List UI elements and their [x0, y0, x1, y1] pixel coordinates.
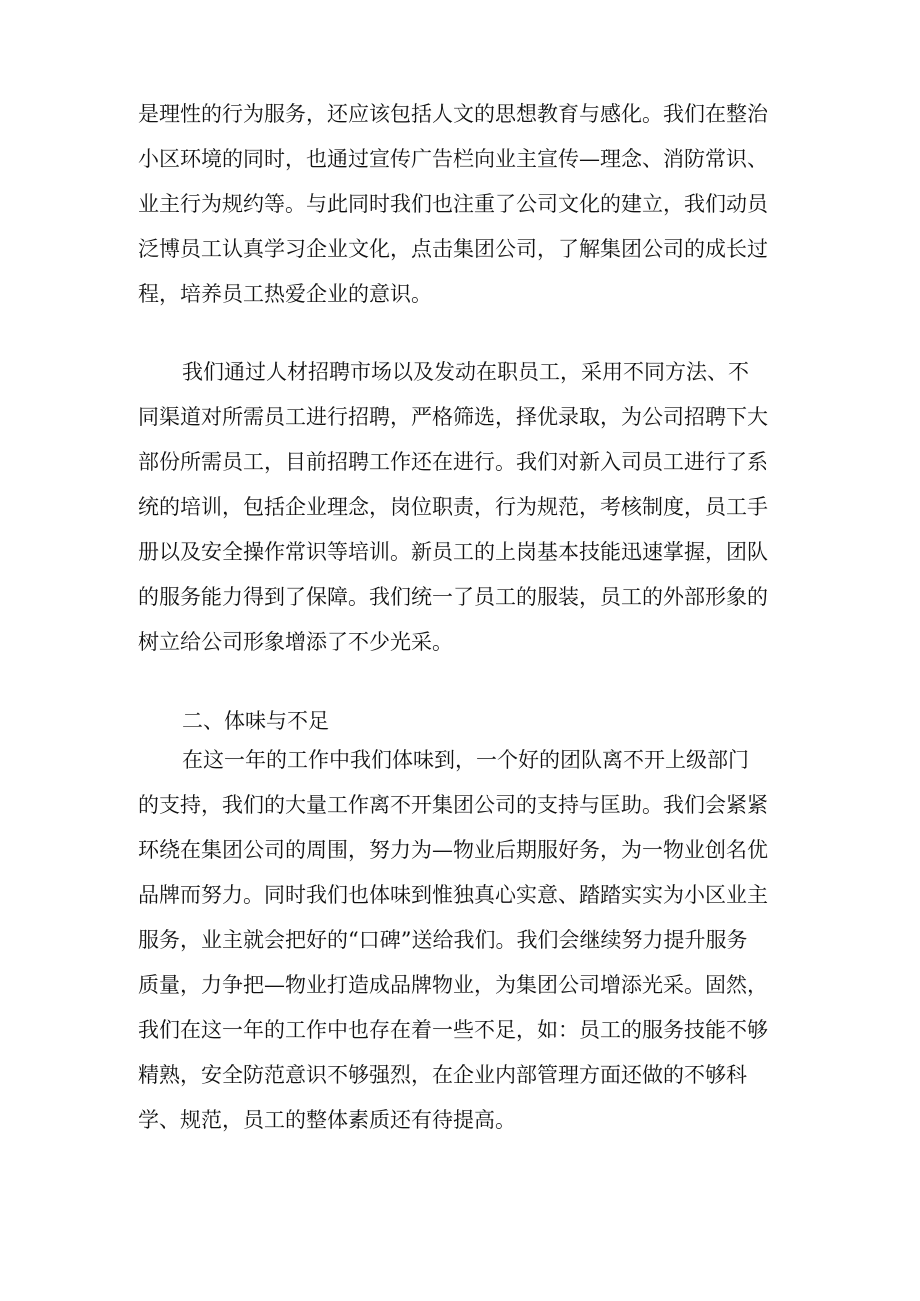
- paragraph-line: 统的培训，包括企业理念，岗位职责，行为规范，考核制度，员工手: [138, 495, 768, 519]
- paragraph-1: [138, 92, 788, 317]
- paragraph-line: 树立给公司形象增添了不少光采。: [138, 630, 453, 654]
- paragraph-line: 环绕在集团公司的周围，努力为—物业后期服好务，为一物业创名优: [138, 838, 768, 862]
- paragraph-line: 质量，力争把—物业打造成品牌物业，为集团公司增添光采。固然，: [138, 973, 768, 997]
- paragraph-2: [138, 350, 788, 665]
- paragraph-line: 我们通过人材招聘市场以及发动在职员工，采用不同方法、不: [182, 360, 749, 384]
- paragraph-line: 的服务能力得到了保障。我们统一了员工的服装，员工的外部形象的: [138, 585, 768, 609]
- paragraph-line: 泛博员工认真学习企业文化，点击集团公司，了解集团公司的成长过: [138, 237, 768, 261]
- paragraph-line: 部份所需员工，目前招聘工作还在进行。我们对新入司员工进行了系: [138, 450, 768, 474]
- paragraph-line: 我们在这一年的工作中也存在着一些不足，如：员工的服务技能不够: [138, 1018, 768, 1042]
- paragraph-line: 学、规范，员工的整体素质还有待提高。: [138, 1108, 516, 1132]
- paragraph-line: 的支持，我们的大量工作离不开集团公司的支持与匡助。我们会紧紧: [138, 793, 768, 817]
- paragraph-line: 是理性的行为服务，还应该包括人文的思想教育与感化。我们在整治: [138, 102, 768, 126]
- paragraph-line: 同渠道对所需员工进行招聘，严格筛选，择优录取，为公司招聘下大: [138, 405, 768, 429]
- paragraph-line: 精熟，安全防范意识不够强烈，在企业内部管理方面还做的不够科: [138, 1063, 747, 1087]
- paragraph-line: 品牌而努力。同时我们也体味到惟独真心实意、踏踏实实为小区业主: [138, 883, 768, 907]
- paragraph-line: 在这一年的工作中我们体味到，一个好的团队离不开上级部门: [182, 748, 749, 772]
- heading-text: 二、体味与不足: [182, 709, 329, 733]
- paragraph-line: 业主行为规约等。与此同时我们也注重了公司文化的建立，我们动员: [138, 192, 768, 216]
- paragraph-line: 程，培养员工热爱企业的意识。: [138, 282, 432, 306]
- paragraph-line: 册以及安全操作常识等培训。新员工的上岗基本技能迅速掌握，团队: [138, 540, 768, 564]
- paragraph-line: 小区环境的同时，也通过宣传广告栏向业主宣传—理念、消防常识、: [138, 147, 768, 171]
- paragraph-line: 服务，业主就会把好的“口碑”送给我们。我们会继续努力提升服务: [138, 928, 748, 952]
- paragraph-3: [138, 738, 788, 1143]
